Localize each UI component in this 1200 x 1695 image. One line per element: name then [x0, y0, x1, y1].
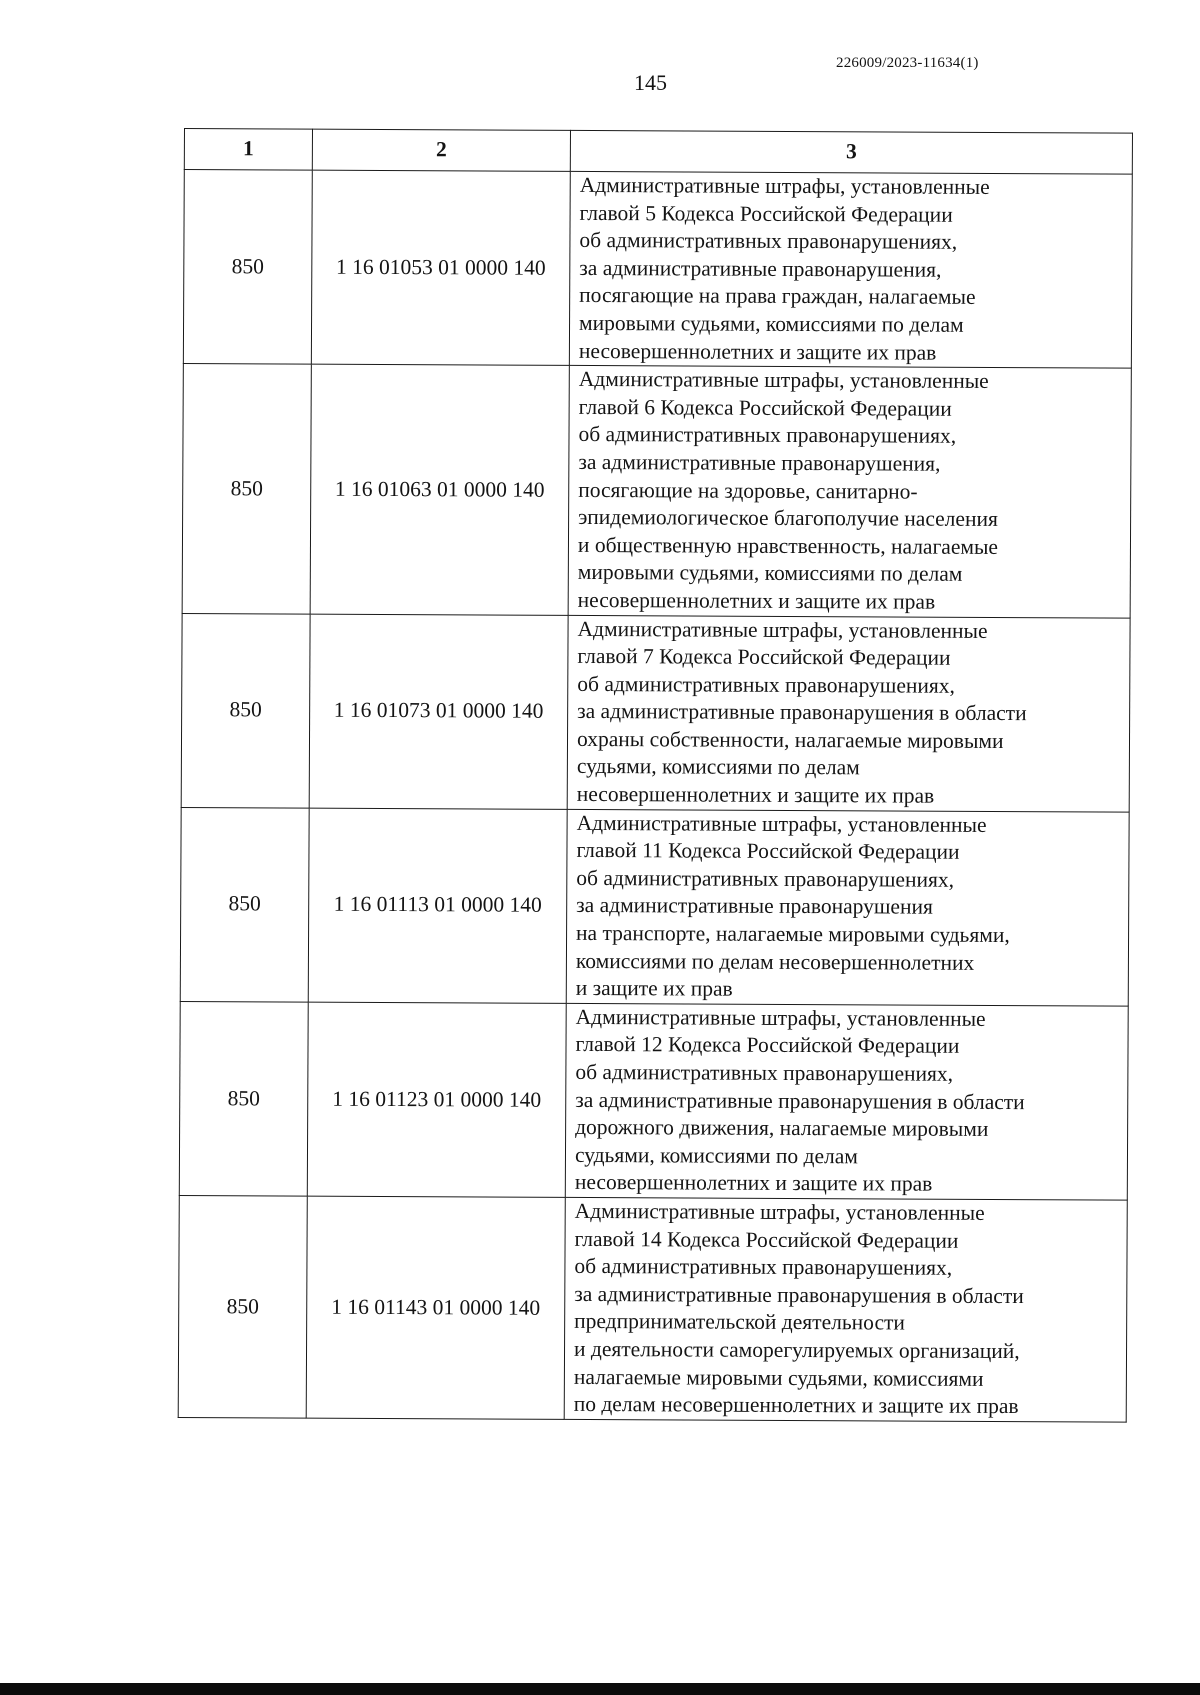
- description-line: и защите их прав: [575, 976, 733, 1001]
- column-header-2: 2: [312, 129, 570, 171]
- budget-codes-table: [178, 128, 1133, 1422]
- admin-code-cell: 850: [180, 807, 309, 1002]
- admin-code-cell: 850: [178, 1195, 307, 1417]
- description-line: на транспорте, налагаемые мировыми судьями,: [576, 920, 1010, 948]
- description-line: эпидемиологическое благополучие населения: [578, 505, 998, 532]
- description-line: охраны собственности, налагаемые мировыми: [576, 726, 1004, 753]
- description-line: Административные штрафы, установленные: [578, 367, 989, 394]
- budget-code-cell: 1 16 01123 01 0000 140: [307, 1002, 566, 1197]
- description-line: за административные правонарушения в области: [575, 1087, 1025, 1114]
- description-line: предпринимательской деятельности: [574, 1309, 905, 1335]
- table-row: [178, 1195, 1127, 1421]
- description-line: судьями, комиссиями по делам: [574, 1142, 858, 1169]
- description-line: об административных правонарушениях,: [576, 865, 955, 892]
- description-line: Административные штрафы, установленные: [575, 1004, 986, 1031]
- description-line: комиссиями по делам несовершеннолетних: [575, 948, 975, 975]
- admin-code-cell: 850: [183, 170, 312, 365]
- description-line: мировыми судьями, комиссиями по делам: [577, 560, 963, 587]
- description-line: несовершеннолетних и защите их прав: [574, 1170, 933, 1197]
- description-line: главой 6 Кодекса Российской Федерации: [578, 394, 952, 421]
- description-line: главой 11 Кодекса Российской Федерации: [576, 838, 960, 865]
- admin-code-cell: 850: [182, 364, 311, 614]
- description-line: и общественную нравственность, налагаемые: [577, 532, 999, 559]
- description-line: по делам несовершеннолетних и защите их прав: [573, 1392, 1019, 1419]
- table-row: [181, 613, 1130, 812]
- scan-edge-bar: [0, 1683, 1200, 1695]
- budget-code-cell: 1 16 01073 01 0000 140: [309, 614, 568, 809]
- description-cell: [566, 809, 1129, 1006]
- description-cell: [564, 1197, 1127, 1421]
- description-line: и деятельности саморегулируемых организаций,: [573, 1336, 1020, 1364]
- table-header-row: [184, 129, 1132, 175]
- description-line: об административных правонарушениях,: [577, 671, 956, 698]
- description-line: главой 7 Кодекса Российской Федерации: [577, 644, 951, 670]
- budget-code-cell: 1 16 01143 01 0000 140: [306, 1196, 565, 1419]
- table-row: [183, 170, 1132, 369]
- description-cell: [569, 171, 1132, 368]
- description-line: за административные правонарушения: [576, 893, 933, 920]
- table-row: [180, 807, 1129, 1006]
- description-line: Административные штрафы, установленные: [576, 810, 987, 837]
- column-header-3: 3: [570, 130, 1132, 174]
- description-line: главой 14 Кодекса Российской Федерации: [574, 1226, 959, 1253]
- description-cell: [568, 366, 1131, 618]
- budget-code-cell: 1 16 01063 01 0000 140: [310, 364, 569, 615]
- page-number: 145: [634, 70, 667, 95]
- description-line: налагаемые мировыми судьями, комиссиями: [573, 1364, 984, 1391]
- description-line: судьями, комиссиями по делам: [576, 754, 860, 780]
- description-line: несовершеннолетних и защите их прав: [578, 338, 937, 365]
- description-line: главой 5 Кодекса Российской Федерации: [579, 200, 953, 227]
- description-line: мировыми судьями, комиссиями по делам: [578, 310, 964, 337]
- description-line: Административные штрафы, установленные: [577, 616, 988, 643]
- table-row: [182, 364, 1131, 618]
- description-line: об административных правонарушениях,: [574, 1254, 953, 1280]
- description-line: за административные правонарушения в области: [577, 699, 1027, 726]
- column-header-1: 1: [184, 129, 312, 171]
- admin-code-cell: 850: [179, 1001, 308, 1196]
- description-line: за административные правонарушения,: [579, 255, 942, 282]
- description-line: об административных правонарушениях,: [575, 1059, 954, 1086]
- description-cell: [567, 615, 1130, 812]
- document-id: 226009/2023-11634(1): [836, 55, 979, 71]
- description-line: Административные штрафы, установленные: [574, 1198, 985, 1225]
- description-cell: [565, 1003, 1128, 1200]
- description-line: посягающие на здоровье, санитарно-: [578, 477, 918, 504]
- budget-code-cell: 1 16 01053 01 0000 140: [311, 170, 570, 365]
- description-line: за административные правонарушения,: [578, 449, 941, 476]
- description-line: об административных правонарушениях,: [579, 228, 958, 254]
- description-line: несовершеннолетних и защите их прав: [576, 781, 935, 808]
- table-row: [179, 1001, 1128, 1200]
- description-line: об административных правонарушениях,: [578, 422, 957, 449]
- description-line: главой 12 Кодекса Российской Федерации: [575, 1032, 960, 1059]
- description-line: дорожного движения, налагаемые мировыми: [575, 1115, 989, 1142]
- description-line: посягающие на права граждан, налагаемые: [579, 283, 976, 310]
- description-line: несовершеннолетних и защите их прав: [577, 587, 936, 614]
- budget-code-cell: 1 16 01113 01 0000 140: [308, 808, 567, 1003]
- admin-code-cell: 850: [181, 613, 310, 808]
- description-line: за административные правонарушения в области: [574, 1281, 1024, 1308]
- table-body: [178, 170, 1132, 1422]
- description-line: Административные штрафы, установленные: [579, 172, 990, 199]
